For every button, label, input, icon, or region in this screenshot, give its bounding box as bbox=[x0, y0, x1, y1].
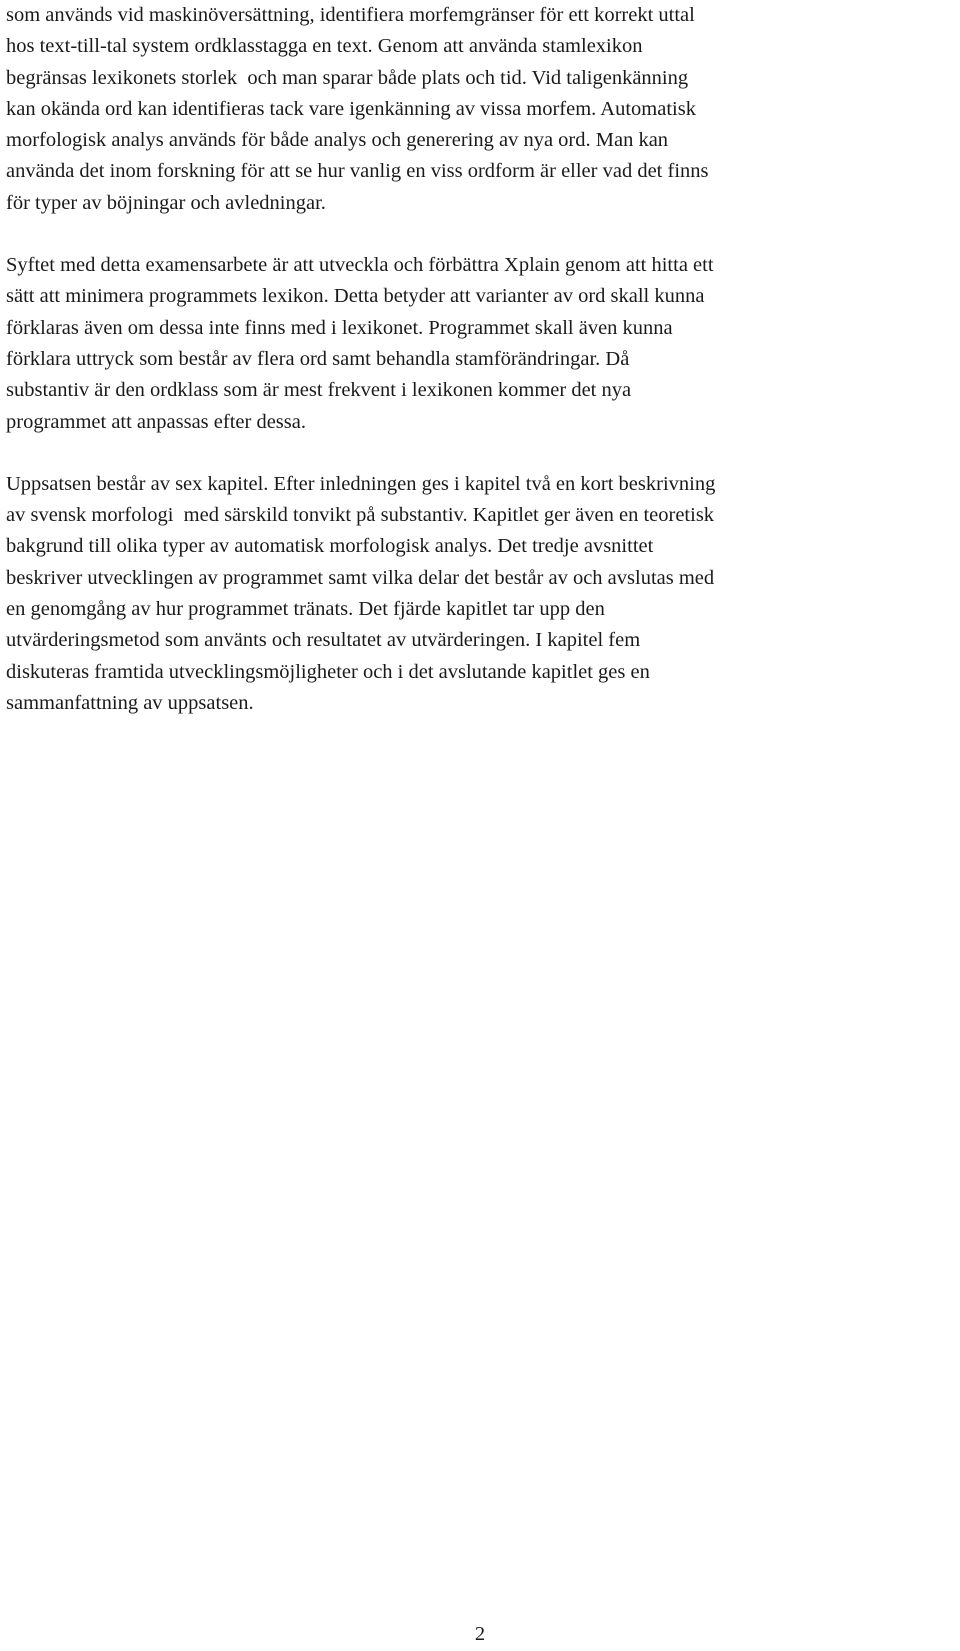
text-line: förklara uttryck som består av flera ord samt behandla stamförändringar. Då bbox=[6, 347, 630, 370]
text-line: Uppsatsen består av sex kapitel. Efter inledningen ges i kapitel två en kort beskrivning bbox=[6, 472, 716, 495]
text-line: utvärderingsmetod som använts och resultatet av utvärderingen. I kapitel fem bbox=[6, 629, 641, 652]
text-line: programmet att anpassas efter dessa. bbox=[6, 410, 306, 433]
paragraph-2 bbox=[6, 250, 956, 438]
text-line: av svensk morfologi med särskild tonvikt på substantiv. Kapitlet ger även en teoretisk bbox=[6, 504, 715, 527]
text-line: för typer av böjningar och avledningar. bbox=[6, 191, 326, 214]
text-line: sammanfattning av uppsatsen. bbox=[6, 691, 254, 714]
paragraph-3 bbox=[6, 469, 956, 719]
text-line: Syftet med detta examensarbete är att utveckla och förbättra Xplain genom att hitta ett bbox=[6, 254, 714, 277]
text-line: sätt att minimera programmets lexikon. Detta betyder att varianter av ord skall kunna bbox=[6, 285, 705, 308]
body-text bbox=[6, 0, 956, 750]
text-line: förklaras även om dessa inte finns med i lexikonet. Programmet skall även kunna bbox=[6, 316, 673, 339]
text-line: hos text-till-tal system ordklasstagga en text. Genom att använda stamlexikon bbox=[6, 35, 643, 58]
text-line: en genomgång av hur programmet tränats. Det fjärde kapitlet tar upp den bbox=[6, 598, 605, 621]
text-line: som används vid maskinöversättning, identifiera morfemgränser för ett korrekt uttal bbox=[6, 4, 695, 26]
text-line: morfologisk analys används för både analys och generering av nya ord. Man kan bbox=[6, 129, 669, 152]
text-line: diskuteras framtida utvecklingsmöjligheter och i det avslutande kapitlet ges en bbox=[6, 660, 650, 683]
text-line: begränsas lexikonets storlek och man sparar både plats och tid. Vid taligenkänning bbox=[6, 66, 689, 89]
text-line: beskriver utvecklingen av programmet samt vilka delar det består av och avslutas med bbox=[6, 566, 715, 589]
text-line: substantiv är den ordklass som är mest frekvent i lexikonen kommer det nya bbox=[6, 379, 632, 402]
paragraph-1 bbox=[6, 0, 956, 219]
text-line: bakgrund till olika typer av automatisk morfologisk analys. Det tredje avsnittet bbox=[6, 535, 654, 558]
page-number: 2 bbox=[474, 1623, 486, 1645]
text-line: använda det inom forskning för att se hur vanlig en viss ordform är eller vad det finns bbox=[6, 160, 709, 183]
text-line: kan okända ord kan identifieras tack vare igenkänning av vissa morfem. Automatisk bbox=[6, 97, 696, 120]
